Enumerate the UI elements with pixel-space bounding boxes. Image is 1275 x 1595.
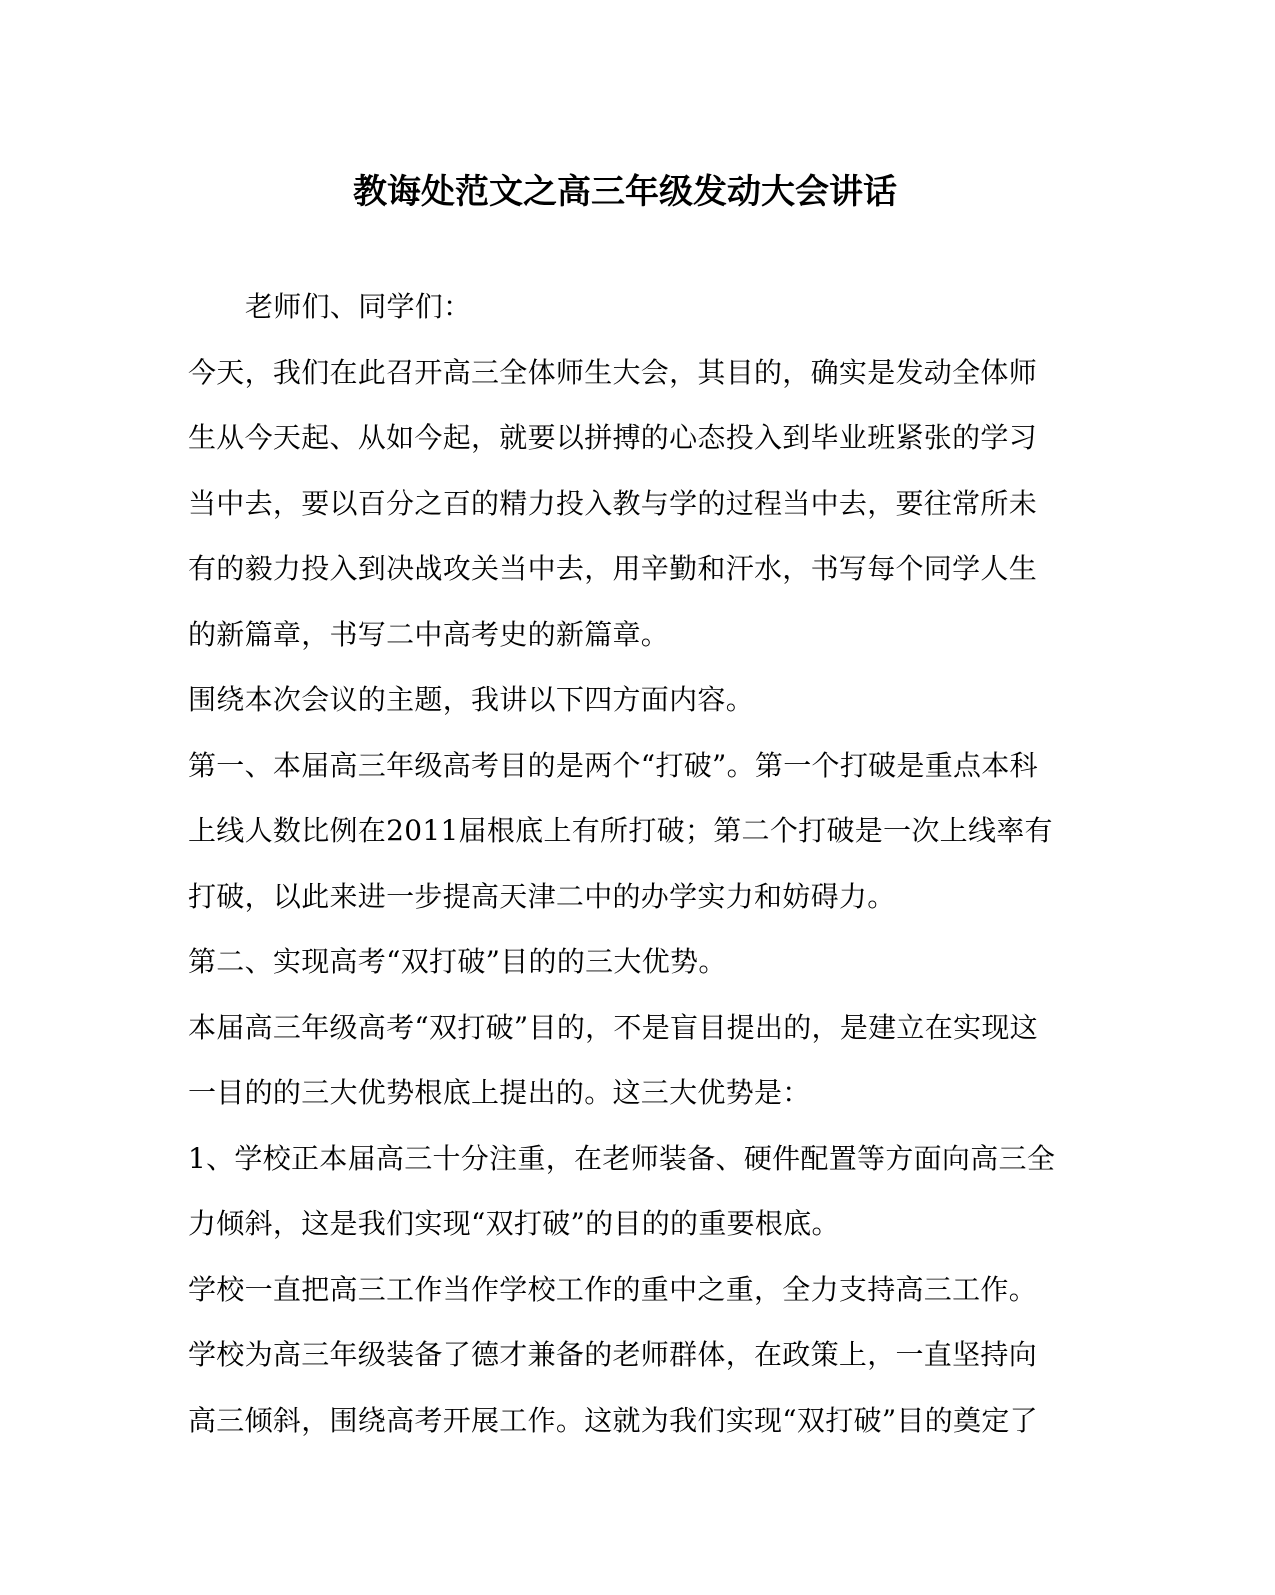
- body-line: 的新篇章，书写二中高考史的新篇章。: [188, 617, 670, 651]
- body-line: 生从今天起、从如今起，就要以拼搏的心态投入到毕业班紧张的学习: [188, 421, 1038, 454]
- document-body: [188, 274, 1078, 1453]
- body-line: 围绕本次会议的主题，我讲以下四方面内容。: [188, 683, 755, 716]
- body-line: 本届高三年级高考“双打破”目的，不是盲目提出的，是建立在实现这: [188, 1010, 1038, 1044]
- body-line: 上线人数比例在2011届根底上有所打破；第二个打破是一次上线率有: [188, 814, 1053, 847]
- body-line: 一目的的三大优势根底上提出的。这三大优势是：: [188, 1076, 811, 1109]
- body-line: 第一、本届高三年级高考目的是两个“打破”。第一个打破是重点本科: [188, 748, 1038, 782]
- body-line: 第二、实现高考“双打破”目的的三大优势。: [188, 945, 727, 978]
- body-line: 今天，我们在此召开高三全体师生大会，其目的，确实是发动全体师: [188, 355, 1038, 389]
- body-line: 高三倾斜，围绕高考开展工作。这就为我们实现“双打破”目的奠定了: [188, 1403, 1038, 1437]
- body-line: 当中去，要以百分之百的精力投入教与学的过程当中去，要往常所未: [188, 486, 1038, 520]
- body-line: 1、学校正本届高三十分注重，在老师装备、硬件配置等方面向高三全: [188, 1141, 1056, 1175]
- document-title: 教诲处范文之高三年级发动大会讲话: [353, 172, 897, 212]
- body-line: 有的毅力投入到决战攻关当中去，用辛勤和汗水，书写每个同学人生: [188, 552, 1038, 585]
- body-line: 力倾斜，这是我们实现“双打破”的目的的重要根底。: [188, 1207, 840, 1240]
- body-line: 学校为高三年级装备了德才兼备的老师群体，在政策上，一直坚持向: [188, 1338, 1038, 1371]
- body-line: 学校一直把高三工作当作学校工作的重中之重，全力支持高三工作。: [188, 1272, 1038, 1306]
- body-line: 打破，以此来进一步提高天津二中的办学实力和妨碍力。: [188, 879, 896, 913]
- salutation: 老师们、同学们：: [245, 290, 472, 323]
